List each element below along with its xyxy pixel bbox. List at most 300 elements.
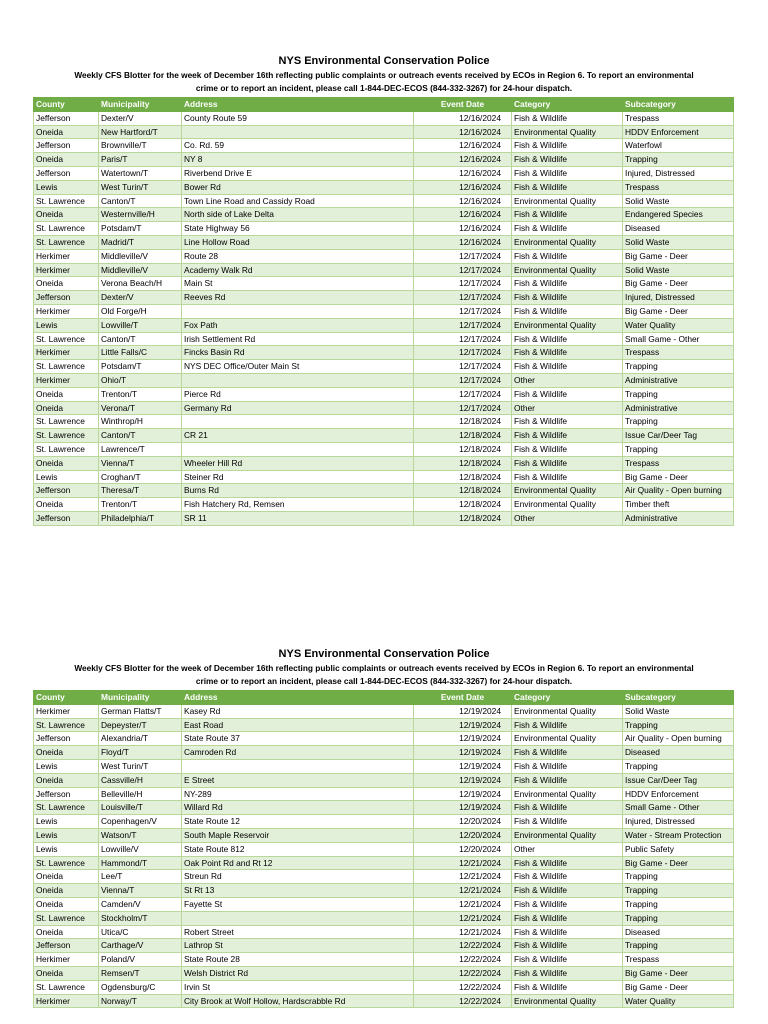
cell-municipality: Remsen/T [99, 966, 182, 980]
cell-category: Fish & Wildlife [512, 911, 623, 925]
cell-municipality: Watson/T [99, 828, 182, 842]
cell-event-date: 12/21/2024 [414, 911, 512, 925]
cell-event-date: 12/18/2024 [414, 415, 512, 429]
cell-category: Environmental Quality [512, 704, 623, 718]
cell-municipality: Croghan/T [99, 470, 182, 484]
cell-subcategory: Trespass [623, 346, 734, 360]
cell-address: St Rt 13 [182, 884, 414, 898]
cell-address: Co. Rd. 59 [182, 139, 414, 153]
cell-county: St. Lawrence [34, 442, 99, 456]
cell-event-date: 12/16/2024 [414, 222, 512, 236]
cell-event-date: 12/17/2024 [414, 373, 512, 387]
table-row [34, 194, 734, 208]
cell-county: Lewis [34, 318, 99, 332]
cell-municipality: Little Falls/C [99, 346, 182, 360]
cell-event-date: 12/16/2024 [414, 111, 512, 125]
cell-event-date: 12/21/2024 [414, 856, 512, 870]
cell-event-date: 12/17/2024 [414, 346, 512, 360]
cell-category: Fish & Wildlife [512, 801, 623, 815]
cell-address: Bower Rd [182, 180, 414, 194]
document-title: NYS Environmental Conservation Police [278, 55, 490, 67]
cell-event-date: 12/17/2024 [414, 360, 512, 374]
cell-category: Environmental Quality [512, 828, 623, 842]
cell-subcategory: Solid Waste [623, 235, 734, 249]
cell-municipality: Paris/T [99, 153, 182, 167]
cell-municipality: Belleville/H [99, 787, 182, 801]
table-row [34, 884, 734, 898]
cell-category: Fish & Wildlife [512, 180, 623, 194]
cell-address: NYS DEC Office/Outer Main St [182, 360, 414, 374]
table-row [34, 801, 734, 815]
cell-municipality: Alexandria/T [99, 732, 182, 746]
column-header-subcategory: Subcategory [623, 691, 734, 705]
subtitle-line-1: Weekly CFS Blotter for the week of December 16th reflecting public complaints or outreach events received by ECOs in Region 6. To report an environmental [74, 663, 694, 673]
column-header-address: Address [182, 98, 414, 112]
table-row [34, 966, 734, 980]
cell-category: Environmental Quality [512, 732, 623, 746]
table-row [34, 373, 734, 387]
cell-county: Herkimer [34, 953, 99, 967]
cell-municipality: Lee/T [99, 870, 182, 884]
cell-category: Other [512, 842, 623, 856]
cell-county: Jefferson [34, 939, 99, 953]
cell-county: Oneida [34, 897, 99, 911]
cell-subcategory: Water Quality [623, 994, 734, 1008]
cell-event-date: 12/19/2024 [414, 759, 512, 773]
cell-category: Environmental Quality [512, 125, 623, 139]
cell-category: Fish & Wildlife [512, 456, 623, 470]
cell-county: Herkimer [34, 704, 99, 718]
cell-subcategory: Injured, Distressed [623, 815, 734, 829]
cell-address: Germany Rd [182, 401, 414, 415]
cell-address [182, 415, 414, 429]
cell-category: Other [512, 401, 623, 415]
table-row [34, 746, 734, 760]
cell-category: Fish & Wildlife [512, 346, 623, 360]
cell-municipality: Verona Beach/H [99, 277, 182, 291]
cell-municipality: Cassville/H [99, 773, 182, 787]
cell-subcategory: Small Game - Other [623, 332, 734, 346]
cell-category: Fish & Wildlife [512, 966, 623, 980]
cell-subcategory: Endangered Species [623, 208, 734, 222]
cell-municipality: Philadelphia/T [99, 511, 182, 525]
cell-county: St. Lawrence [34, 332, 99, 346]
table-row [34, 759, 734, 773]
cell-county: St. Lawrence [34, 718, 99, 732]
cell-subcategory: Big Game - Deer [623, 966, 734, 980]
cell-municipality: Old Forge/H [99, 304, 182, 318]
table-row [34, 980, 734, 994]
cell-address: State Route 28 [182, 953, 414, 967]
table-row [34, 387, 734, 401]
cell-address: Camroden Rd [182, 746, 414, 760]
column-header-category: Category [512, 98, 623, 112]
cell-address [182, 911, 414, 925]
cell-category: Fish & Wildlife [512, 442, 623, 456]
cell-address: Fish Hatchery Rd, Remsen [182, 498, 414, 512]
cell-subcategory: Big Game - Deer [623, 856, 734, 870]
cell-subcategory: Trapping [623, 153, 734, 167]
document-subtitle [44, 69, 724, 95]
table-row [34, 456, 734, 470]
document-subtitle [44, 662, 724, 688]
cell-municipality: Copenhagen/V [99, 815, 182, 829]
cell-category: Environmental Quality [512, 787, 623, 801]
cell-municipality: Potsdam/T [99, 360, 182, 374]
cell-category: Fish & Wildlife [512, 884, 623, 898]
cell-category: Fish & Wildlife [512, 856, 623, 870]
table-row [34, 953, 734, 967]
cell-address: State Route 37 [182, 732, 414, 746]
cell-subcategory: Trapping [623, 360, 734, 374]
blotter-section-2 [0, 647, 768, 1006]
cell-category: Fish & Wildlife [512, 939, 623, 953]
cell-category: Fish & Wildlife [512, 415, 623, 429]
cell-county: Lewis [34, 470, 99, 484]
cell-county: Herkimer [34, 346, 99, 360]
cell-subcategory: Administrative [623, 511, 734, 525]
cell-county: Herkimer [34, 994, 99, 1008]
cell-subcategory: Trapping [623, 884, 734, 898]
cell-address: County Route 59 [182, 111, 414, 125]
cell-event-date: 12/19/2024 [414, 718, 512, 732]
blotter-section-1 [0, 54, 768, 523]
cell-county: St. Lawrence [34, 222, 99, 236]
cell-subcategory: Water Quality [623, 318, 734, 332]
cell-address: City Brook at Wolf Hollow, Hardscrabble Rd [182, 994, 414, 1008]
cell-municipality: Vienna/T [99, 456, 182, 470]
cell-county: Oneida [34, 401, 99, 415]
cell-county: Jefferson [34, 291, 99, 305]
cell-county: Oneida [34, 277, 99, 291]
cell-category: Environmental Quality [512, 484, 623, 498]
cell-category: Environmental Quality [512, 235, 623, 249]
cell-category: Fish & Wildlife [512, 980, 623, 994]
cell-address: Reeves Rd [182, 291, 414, 305]
cell-municipality: Brownville/T [99, 139, 182, 153]
cell-category: Fish & Wildlife [512, 759, 623, 773]
cell-subcategory: Solid Waste [623, 263, 734, 277]
cell-county: Jefferson [34, 166, 99, 180]
cell-county: Lewis [34, 180, 99, 194]
cell-address [182, 304, 414, 318]
cell-municipality: Poland/V [99, 953, 182, 967]
cell-event-date: 12/20/2024 [414, 842, 512, 856]
cell-address [182, 373, 414, 387]
cell-subcategory: Diseased [623, 746, 734, 760]
cell-subcategory: Trapping [623, 939, 734, 953]
table-row [34, 208, 734, 222]
cell-subcategory: Injured, Distressed [623, 166, 734, 180]
table-header-row [34, 98, 734, 112]
cell-subcategory: Water - Stream Protection [623, 828, 734, 842]
cell-category: Fish & Wildlife [512, 139, 623, 153]
cell-subcategory: Waterfowl [623, 139, 734, 153]
cell-subcategory: Injured, Distressed [623, 291, 734, 305]
cell-county: Herkimer [34, 249, 99, 263]
cell-subcategory: Administrative [623, 373, 734, 387]
cell-event-date: 12/16/2024 [414, 194, 512, 208]
cell-municipality: Westernville/H [99, 208, 182, 222]
table-row [34, 346, 734, 360]
cell-county: St. Lawrence [34, 980, 99, 994]
cell-address: Main St [182, 277, 414, 291]
cell-category: Fish & Wildlife [512, 925, 623, 939]
cell-category: Fish & Wildlife [512, 870, 623, 884]
cell-category: Fish & Wildlife [512, 153, 623, 167]
cell-event-date: 12/18/2024 [414, 429, 512, 443]
cell-municipality: Ogdensburg/C [99, 980, 182, 994]
cell-municipality: Dexter/V [99, 111, 182, 125]
cell-county: St. Lawrence [34, 415, 99, 429]
cell-event-date: 12/17/2024 [414, 291, 512, 305]
cell-subcategory: Small Game - Other [623, 801, 734, 815]
table-row [34, 235, 734, 249]
cell-county: St. Lawrence [34, 801, 99, 815]
cell-category: Other [512, 373, 623, 387]
table-row [34, 153, 734, 167]
cell-address: Robert Street [182, 925, 414, 939]
cell-address: Irish Settlement Rd [182, 332, 414, 346]
cell-subcategory: Trespass [623, 111, 734, 125]
cell-municipality: Theresa/T [99, 484, 182, 498]
column-header-event-date: Event Date [414, 691, 512, 705]
table-row [34, 470, 734, 484]
table-row [34, 704, 734, 718]
cell-municipality: Lowville/T [99, 318, 182, 332]
table-row [34, 773, 734, 787]
table-header-row [34, 691, 734, 705]
cell-subcategory: Administrative [623, 401, 734, 415]
cell-address: NY 8 [182, 153, 414, 167]
table-row [34, 111, 734, 125]
cell-county: Jefferson [34, 732, 99, 746]
cell-subcategory: Trespass [623, 456, 734, 470]
table-row [34, 249, 734, 263]
cell-county: Oneida [34, 498, 99, 512]
cell-event-date: 12/17/2024 [414, 263, 512, 277]
cell-county: Jefferson [34, 111, 99, 125]
table-row [34, 222, 734, 236]
cell-category: Fish & Wildlife [512, 773, 623, 787]
cell-municipality: Canton/T [99, 332, 182, 346]
cell-subcategory: Issue Car/Deer Tag [623, 429, 734, 443]
cell-subcategory: Trapping [623, 442, 734, 456]
cell-event-date: 12/22/2024 [414, 980, 512, 994]
cell-municipality: West Turin/T [99, 759, 182, 773]
table-row [34, 787, 734, 801]
cell-category: Fish & Wildlife [512, 746, 623, 760]
subtitle-line-2: crime or to report an incident, please call 1-844-DEC-ECOS (844-332-3267) for 24-hour dispatch. [195, 676, 573, 686]
cell-address: State Highway 56 [182, 222, 414, 236]
cell-category: Environmental Quality [512, 263, 623, 277]
cell-category: Fish & Wildlife [512, 429, 623, 443]
cell-county: Oneida [34, 125, 99, 139]
table-row [34, 484, 734, 498]
table-row [34, 360, 734, 374]
cell-event-date: 12/22/2024 [414, 966, 512, 980]
column-header-municipality: Municipality [99, 691, 182, 705]
cell-address: State Route 12 [182, 815, 414, 829]
cell-event-date: 12/19/2024 [414, 746, 512, 760]
cell-address: Wheeler Hill Rd [182, 456, 414, 470]
cell-subcategory: Trespass [623, 953, 734, 967]
cell-category: Other [512, 511, 623, 525]
cell-subcategory: Trapping [623, 387, 734, 401]
cell-address: North side of Lake Delta [182, 208, 414, 222]
table-row [34, 897, 734, 911]
cell-subcategory: Air Quality - Open burning [623, 484, 734, 498]
cell-event-date: 12/17/2024 [414, 304, 512, 318]
table-row [34, 318, 734, 332]
cell-county: Jefferson [34, 511, 99, 525]
cell-county: St. Lawrence [34, 194, 99, 208]
cell-event-date: 12/20/2024 [414, 828, 512, 842]
cell-address: E Street [182, 773, 414, 787]
cell-county: St. Lawrence [34, 235, 99, 249]
cell-address: CR 21 [182, 429, 414, 443]
table-row [34, 939, 734, 953]
cell-county: Oneida [34, 387, 99, 401]
cell-category: Fish & Wildlife [512, 208, 623, 222]
cell-county: Oneida [34, 884, 99, 898]
cell-municipality: Louisville/T [99, 801, 182, 815]
table-row [34, 291, 734, 305]
cell-subcategory: Big Game - Deer [623, 277, 734, 291]
cell-subcategory: HDDV Enforcement [623, 125, 734, 139]
cell-municipality: Depeyster/T [99, 718, 182, 732]
cell-event-date: 12/16/2024 [414, 208, 512, 222]
cell-county: Lewis [34, 759, 99, 773]
cell-address: NY-289 [182, 787, 414, 801]
cell-county: Lewis [34, 815, 99, 829]
cell-event-date: 12/21/2024 [414, 870, 512, 884]
cell-county: Oneida [34, 966, 99, 980]
cell-municipality: New Hartford/T [99, 125, 182, 139]
cell-address: Fox Path [182, 318, 414, 332]
cell-address: Lathrop St [182, 939, 414, 953]
cell-address: Streun Rd [182, 870, 414, 884]
cell-address: State Route 812 [182, 842, 414, 856]
cell-address: SR 11 [182, 511, 414, 525]
table-row [34, 263, 734, 277]
table-row [34, 304, 734, 318]
cell-municipality: Floyd/T [99, 746, 182, 760]
table-row [34, 180, 734, 194]
table-row [34, 498, 734, 512]
cell-event-date: 12/17/2024 [414, 249, 512, 263]
cell-subcategory: Trapping [623, 911, 734, 925]
table-row [34, 277, 734, 291]
cell-municipality: Middleville/V [99, 263, 182, 277]
cell-address: Willard Rd [182, 801, 414, 815]
cell-municipality: Canton/T [99, 429, 182, 443]
cell-event-date: 12/18/2024 [414, 456, 512, 470]
cell-event-date: 12/20/2024 [414, 815, 512, 829]
cell-subcategory: Trapping [623, 759, 734, 773]
cell-category: Fish & Wildlife [512, 360, 623, 374]
cell-category: Fish & Wildlife [512, 718, 623, 732]
cell-event-date: 12/22/2024 [414, 994, 512, 1008]
table-row [34, 828, 734, 842]
cell-category: Fish & Wildlife [512, 815, 623, 829]
cell-category: Fish & Wildlife [512, 291, 623, 305]
cell-subcategory: Trespass [623, 180, 734, 194]
table-row [34, 332, 734, 346]
cell-county: Oneida [34, 456, 99, 470]
cell-event-date: 12/21/2024 [414, 925, 512, 939]
cell-address: Kasey Rd [182, 704, 414, 718]
cell-municipality: Carthage/V [99, 939, 182, 953]
column-header-county: County [34, 98, 99, 112]
cell-county: Lewis [34, 828, 99, 842]
cell-event-date: 12/16/2024 [414, 235, 512, 249]
cell-event-date: 12/17/2024 [414, 332, 512, 346]
cell-category: Fish & Wildlife [512, 470, 623, 484]
cell-category: Fish & Wildlife [512, 897, 623, 911]
subtitle-line-2: crime or to report an incident, please call 1-844-DEC-ECOS (844-332-3267) for 24-hour dispatch. [195, 83, 573, 93]
cell-address [182, 442, 414, 456]
table-row [34, 856, 734, 870]
cell-municipality: Hammond/T [99, 856, 182, 870]
cell-address: Route 28 [182, 249, 414, 263]
cell-address: Academy Walk Rd [182, 263, 414, 277]
cell-municipality: Verona/T [99, 401, 182, 415]
cell-address: Fayette St [182, 897, 414, 911]
cell-address: South Maple Reservoir [182, 828, 414, 842]
cell-event-date: 12/18/2024 [414, 470, 512, 484]
blotter-table [33, 97, 734, 526]
cell-subcategory: Big Game - Deer [623, 470, 734, 484]
cell-municipality: Camden/V [99, 897, 182, 911]
cell-event-date: 12/18/2024 [414, 511, 512, 525]
cell-category: Environmental Quality [512, 194, 623, 208]
cell-category: Fish & Wildlife [512, 332, 623, 346]
cell-address: Line Hollow Road [182, 235, 414, 249]
cell-address [182, 125, 414, 139]
cell-category: Fish & Wildlife [512, 277, 623, 291]
cell-subcategory: Public Safety [623, 842, 734, 856]
cell-county: St. Lawrence [34, 429, 99, 443]
cell-subcategory: HDDV Enforcement [623, 787, 734, 801]
cell-municipality: Ohio/T [99, 373, 182, 387]
cell-county: St. Lawrence [34, 856, 99, 870]
column-header-category: Category [512, 691, 623, 705]
table-row [34, 994, 734, 1008]
cell-event-date: 12/19/2024 [414, 704, 512, 718]
cell-municipality: Trenton/T [99, 387, 182, 401]
blotter-table [33, 690, 734, 1008]
table-row [34, 125, 734, 139]
cell-event-date: 12/16/2024 [414, 180, 512, 194]
cell-subcategory: Trapping [623, 415, 734, 429]
cell-county: Oneida [34, 925, 99, 939]
cell-event-date: 12/19/2024 [414, 787, 512, 801]
cell-municipality: Norway/T [99, 994, 182, 1008]
table-row [34, 415, 734, 429]
cell-county: Jefferson [34, 787, 99, 801]
cell-county: Herkimer [34, 263, 99, 277]
cell-county: Oneida [34, 870, 99, 884]
cell-event-date: 12/17/2024 [414, 387, 512, 401]
cell-category: Fish & Wildlife [512, 249, 623, 263]
cell-county: St. Lawrence [34, 360, 99, 374]
column-header-municipality: Municipality [99, 98, 182, 112]
cell-category: Fish & Wildlife [512, 387, 623, 401]
cell-subcategory: Diseased [623, 222, 734, 236]
cell-municipality: Winthrop/H [99, 415, 182, 429]
cell-event-date: 12/19/2024 [414, 801, 512, 815]
